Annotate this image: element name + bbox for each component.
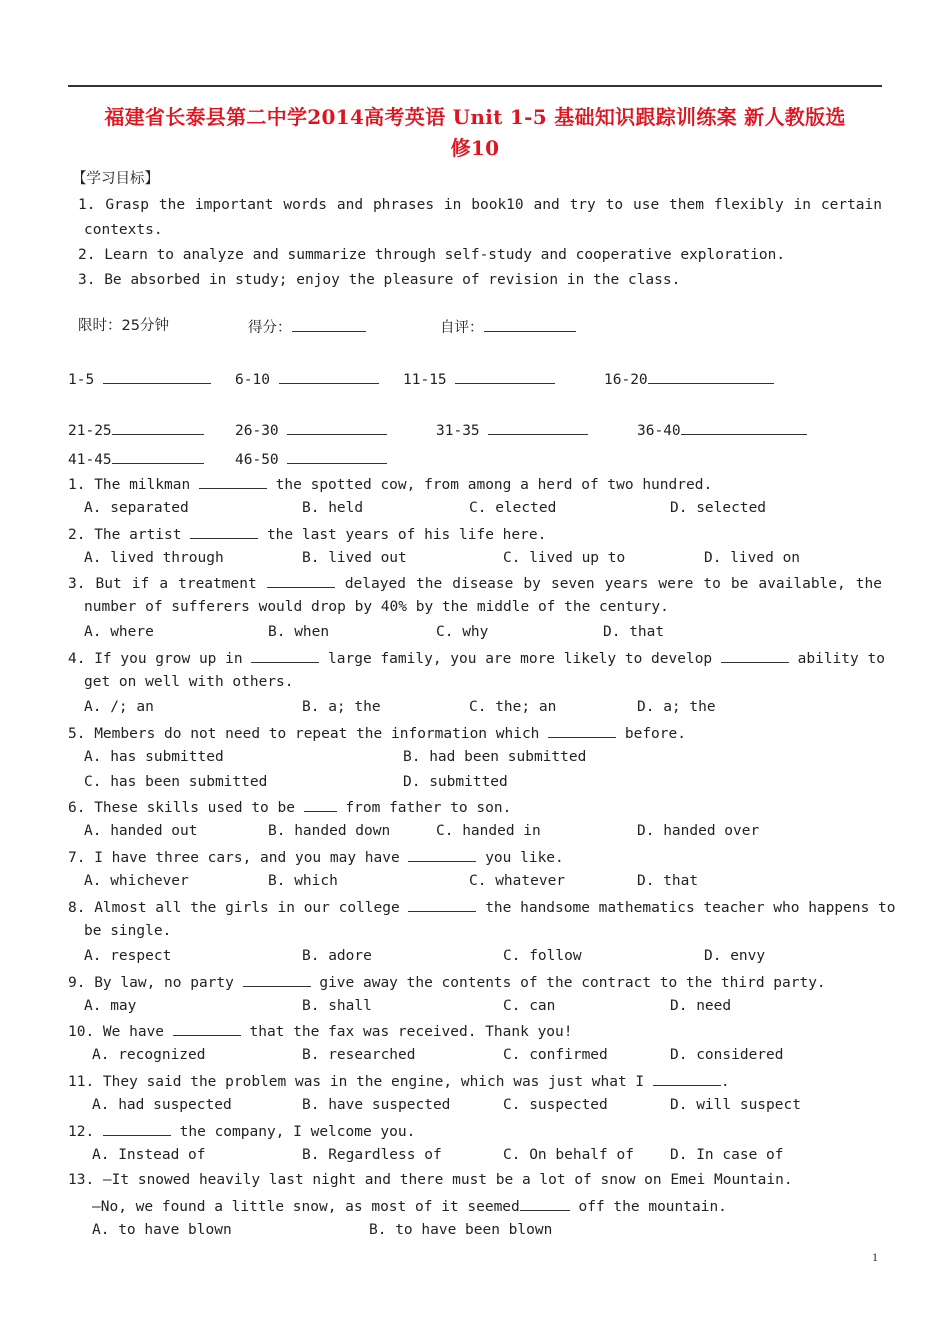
question-11-stem: 11. They said the problem was in the engine, which was just what I . xyxy=(68,1071,730,1091)
question-5-stem: 5. Members do not need to repeat the information which before. xyxy=(68,723,686,743)
option[interactable]: B. Regardless of xyxy=(302,1147,442,1163)
option[interactable]: D. need xyxy=(670,998,732,1014)
objective-item: contexts. xyxy=(84,222,163,238)
question-8-stem-cont: be single. xyxy=(84,923,172,939)
option[interactable]: C. suspected xyxy=(503,1097,608,1113)
option[interactable]: B. shall xyxy=(302,998,372,1014)
header-rule xyxy=(68,85,882,87)
option[interactable]: C. elected xyxy=(469,500,557,516)
answer-range: 41-45 xyxy=(68,449,204,469)
answer-blank[interactable] xyxy=(681,420,807,435)
answer-range: 11-15 xyxy=(403,369,555,389)
option[interactable]: B. held xyxy=(302,500,364,516)
option[interactable]: B. researched xyxy=(302,1047,416,1063)
option[interactable]: B. lived out xyxy=(302,550,407,566)
question-12-stem: 12. the company, I welcome you. xyxy=(68,1121,415,1141)
objectives-heading: 【学习目标】 xyxy=(72,171,159,187)
option[interactable]: B. when xyxy=(268,624,330,640)
document-title-line-2: 修10 xyxy=(450,136,500,160)
option[interactable]: C. whatever xyxy=(469,873,566,889)
question-blank[interactable] xyxy=(190,524,258,539)
option[interactable]: A. has submitted xyxy=(84,749,224,765)
option[interactable]: D. envy xyxy=(704,948,766,964)
question-blank[interactable] xyxy=(304,797,337,812)
question-blank[interactable] xyxy=(548,723,616,738)
score-blank[interactable] xyxy=(292,317,366,332)
question-9-stem: 9. By law, no party give away the contents of the contract to the third party. xyxy=(68,972,826,992)
answer-blank[interactable] xyxy=(112,449,204,464)
option[interactable]: C. On behalf of xyxy=(503,1147,634,1163)
option[interactable]: A. separated xyxy=(84,500,189,516)
objective-item: 3. Be absorbed in study; enjoy the pleasure of revision in the class. xyxy=(78,272,681,288)
option[interactable]: B. handed down xyxy=(268,823,391,839)
question-8-stem: 8. Almost all the girls in our college the handsome mathematics teacher who happens to xyxy=(68,897,882,917)
question-blank[interactable] xyxy=(103,1121,171,1136)
answer-range: 31-35 xyxy=(436,420,588,440)
option[interactable]: D. will suspect xyxy=(670,1097,801,1113)
option[interactable]: A. may xyxy=(84,998,137,1014)
question-blank[interactable] xyxy=(173,1021,241,1036)
question-blank[interactable] xyxy=(408,897,476,912)
question-blank[interactable] xyxy=(243,972,311,987)
answer-blank[interactable] xyxy=(279,369,379,384)
option[interactable]: A. whichever xyxy=(84,873,189,889)
document-title-line-1: 福建省长泰县第二中学2014高考英语 Unit 1-5 基础知识跟踪训练案 新人教版选 xyxy=(104,105,846,129)
answer-range: 16-20 xyxy=(604,369,774,389)
objective-item: 2. Learn to analyze and summarize through self-study and cooperative exploration. xyxy=(78,247,786,263)
question-blank[interactable] xyxy=(520,1196,570,1211)
score-label: 得分： xyxy=(248,317,366,337)
option[interactable]: A. where xyxy=(84,624,154,640)
question-4-stem-cont: get on well with others. xyxy=(84,674,294,690)
answer-blank[interactable] xyxy=(112,420,204,435)
question-3-stem: 3. But if a treatment delayed the disease by seven years were to be available, the xyxy=(68,573,882,593)
question-blank[interactable] xyxy=(408,847,476,862)
option[interactable]: B. to have been blown xyxy=(369,1222,553,1238)
option[interactable]: D. that xyxy=(637,873,699,889)
question-2-stem: 2. The artist the last years of his life here. xyxy=(68,524,546,544)
option[interactable]: C. why xyxy=(436,624,489,640)
option[interactable]: A. Instead of xyxy=(92,1147,206,1163)
question-blank[interactable] xyxy=(199,474,267,489)
option[interactable]: B. a; the xyxy=(302,699,381,715)
question-blank[interactable] xyxy=(267,573,335,588)
option[interactable]: A. /; an xyxy=(84,699,154,715)
option[interactable]: A. had suspected xyxy=(92,1097,232,1113)
answer-blank[interactable] xyxy=(455,369,555,384)
option[interactable]: A. recognized xyxy=(92,1047,206,1063)
option[interactable]: A. lived through xyxy=(84,550,224,566)
answer-range: 46-50 xyxy=(235,449,387,469)
question-6-stem: 6. These skills used to be from father to son. xyxy=(68,797,511,817)
option[interactable]: B. have suspected xyxy=(302,1097,451,1113)
answer-range: 26-30 xyxy=(235,420,387,440)
self-eval-label: 自评： xyxy=(440,317,576,337)
question-4-stem: 4. If you grow up in large family, you are more likely to develop ability to xyxy=(68,648,882,668)
option[interactable]: B. adore xyxy=(302,948,372,964)
option[interactable]: D. handed over xyxy=(637,823,760,839)
option[interactable]: C. follow xyxy=(503,948,582,964)
question-1-stem: 1. The milkman the spotted cow, from among a herd of two hundred. xyxy=(68,474,712,494)
question-3-stem-cont: number of sufferers would drop by 40% by the middle of the century. xyxy=(84,599,669,615)
option[interactable]: A. to have blown xyxy=(92,1222,232,1238)
option[interactable]: A. handed out xyxy=(84,823,198,839)
option[interactable]: C. the; an xyxy=(469,699,557,715)
question-7-stem: 7. I have three cars, and you may have you like. xyxy=(68,847,564,867)
answer-blank[interactable] xyxy=(287,420,387,435)
question-13-stem-cont: —No, we found a little snow, as most of it seemed off the mountain. xyxy=(92,1196,727,1216)
option[interactable]: D. that xyxy=(603,624,665,640)
page-number: 1 xyxy=(872,1250,878,1264)
answer-blank[interactable] xyxy=(488,420,588,435)
answer-blank[interactable] xyxy=(103,369,211,384)
objective-item: 1. Grasp the important words and phrases in book10 and try to use them flexibly in certain xyxy=(78,197,882,213)
answer-range: 21-25 xyxy=(68,420,204,440)
option[interactable]: B. which xyxy=(268,873,338,889)
option[interactable]: C. confirmed xyxy=(503,1047,608,1063)
option[interactable]: D. lived on xyxy=(704,550,801,566)
option[interactable]: D. considered xyxy=(670,1047,784,1063)
question-blank[interactable] xyxy=(721,648,789,663)
option[interactable]: C. has been submitted xyxy=(84,774,268,790)
answer-blank[interactable] xyxy=(287,449,387,464)
option[interactable]: C. can xyxy=(503,998,556,1014)
question-13-stem: 13. —It snowed heavily last night and there must be a lot of snow on Emei Mountain. xyxy=(68,1172,793,1188)
option[interactable]: B. had been submitted xyxy=(403,749,587,765)
answer-range: 1-5 xyxy=(68,369,211,389)
option[interactable]: C. handed in xyxy=(436,823,541,839)
time-limit: 限时：25分钟 xyxy=(78,318,169,334)
question-blank[interactable] xyxy=(251,648,319,663)
answer-range: 6-10 xyxy=(235,369,379,389)
option[interactable]: D. selected xyxy=(670,500,767,516)
option[interactable]: C. lived up to xyxy=(503,550,626,566)
self-eval-blank[interactable] xyxy=(484,317,576,332)
option[interactable]: D. a; the xyxy=(637,699,716,715)
answer-range: 36-40 xyxy=(637,420,807,440)
option[interactable]: A. respect xyxy=(84,948,172,964)
answer-blank[interactable] xyxy=(648,369,774,384)
question-10-stem: 10. We have that the fax was received. Thank you! xyxy=(68,1021,573,1041)
option[interactable]: D. submitted xyxy=(403,774,508,790)
question-blank[interactable] xyxy=(653,1071,721,1086)
option[interactable]: D. In case of xyxy=(670,1147,784,1163)
